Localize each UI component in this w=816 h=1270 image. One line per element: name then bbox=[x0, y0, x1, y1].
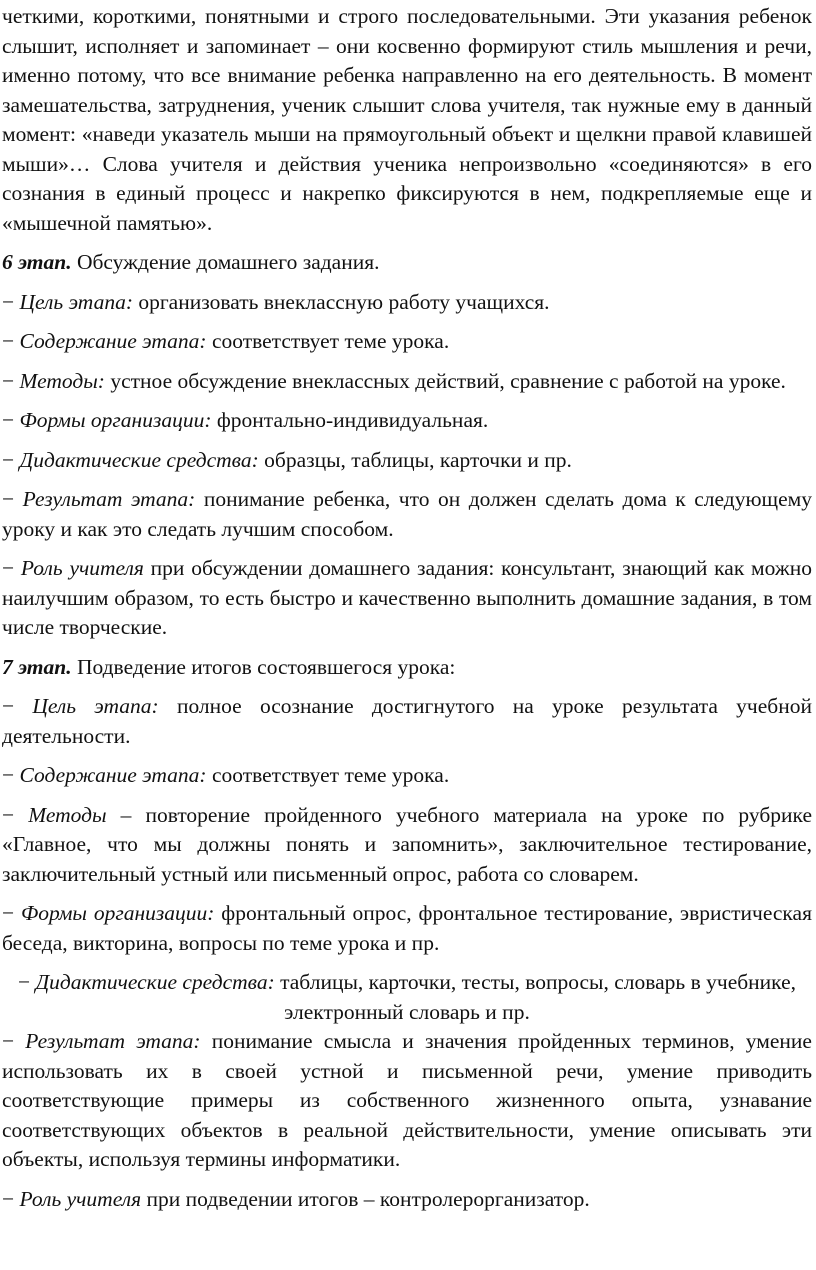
dash: − bbox=[2, 368, 20, 393]
stage7-heading-text: Подведение итогов состоявшегося урока: bbox=[71, 654, 456, 679]
stage6-teacher-role bbox=[2, 554, 812, 643]
dash: − bbox=[2, 556, 21, 580]
dash: − bbox=[2, 289, 20, 314]
stage7-didactic bbox=[2, 968, 812, 1027]
stage7-result bbox=[2, 1027, 812, 1175]
stage6-heading bbox=[2, 248, 812, 278]
item-label: Роль учителя bbox=[19, 1186, 142, 1211]
item-label: Дидактические средства: bbox=[19, 447, 259, 472]
item-text: понимание смысла и значения пройденных терминов, умение использовать их в своей устной и письменной речи, умение приводить соответствующие примеры из собственного жизненного опыта, узнавание соответствующих объектов в реальной действительности, умение описывать эти объекты, используя термины информатики. bbox=[2, 1029, 812, 1171]
dash: − bbox=[2, 694, 33, 718]
item-text: соответствует теме урока. bbox=[206, 329, 450, 353]
item-text: при обсуждении домашнего задания: консультант, знающий как можно наилучшим образом, то есть быстро и качественно выполнить домашние задания, в том числе творческие. bbox=[2, 556, 812, 639]
item-label: Формы организации: bbox=[20, 901, 215, 925]
stage6-methods bbox=[2, 367, 812, 397]
stage7-heading bbox=[2, 653, 812, 683]
stage7-goal bbox=[2, 692, 812, 751]
stage7-teacher-role bbox=[2, 1185, 812, 1215]
item-text: организовать внеклассную работу учащихся. bbox=[132, 289, 550, 314]
item-label: Формы организации: bbox=[19, 408, 212, 432]
item-label: Результат этапа: bbox=[22, 487, 196, 511]
item-text: фронтально-индивидуальная. bbox=[211, 408, 489, 432]
item-label: Результат этапа: bbox=[25, 1029, 201, 1053]
stage6-content bbox=[2, 327, 812, 357]
item-text: – повторение пройденного учебного материала на уроке по рубрике «Главное, что мы должны понять и запомнить», заключительное тестирование, заключительный устный или письменный опрос, работа со словарем. bbox=[2, 802, 812, 886]
dash: − bbox=[2, 1029, 26, 1053]
stage7-forms bbox=[2, 899, 812, 958]
stage6-heading-label: 6 этап. bbox=[2, 250, 72, 274]
item-text: полное осознание достигнутого на уроке результата учебной деятельности. bbox=[2, 694, 812, 748]
item-label: Цель этапа: bbox=[32, 694, 159, 718]
stage7-methods bbox=[2, 801, 812, 890]
stage6-goal bbox=[2, 288, 812, 318]
item-label: Содержание этапа: bbox=[19, 329, 207, 353]
dash: − bbox=[2, 408, 20, 432]
item-text: образцы, таблицы, карточки и пр. bbox=[258, 447, 572, 472]
item-label: Цель этапа: bbox=[19, 289, 133, 314]
item-text: соответствует теме урока. bbox=[206, 763, 450, 787]
stage7-heading-label: 7 этап. bbox=[2, 654, 72, 679]
dash: − bbox=[2, 901, 21, 925]
stage6-result bbox=[2, 485, 812, 544]
item-text: устное обсуждение внеклассных действий, сравнение с работой на уроке. bbox=[104, 368, 786, 393]
dash: − bbox=[2, 802, 29, 827]
item-label: Содержание этапа: bbox=[19, 763, 207, 787]
item-label: Роль учителя bbox=[20, 556, 144, 580]
dash: − bbox=[17, 970, 36, 994]
stage6-forms bbox=[2, 406, 812, 436]
stage7-content bbox=[2, 761, 812, 791]
dash: − bbox=[2, 447, 20, 472]
item-label: Дидактические средства: bbox=[35, 970, 275, 994]
stage6-heading-text: Обсуждение домашнего задания. bbox=[71, 250, 380, 274]
stage6-didactic bbox=[2, 446, 812, 476]
dash: − bbox=[2, 763, 20, 787]
item-text: таблицы, карточки, тесты, вопросы, словарь в учебнике, электронный словарь и пр. bbox=[274, 970, 797, 1024]
dash: − bbox=[2, 487, 23, 511]
dash: − bbox=[2, 1186, 20, 1211]
item-text: при подведении итогов – контролерорганизатор. bbox=[141, 1186, 590, 1211]
item-text: фронтальный опрос, фронтальное тестирование, эвристическая беседа, викторина, вопросы по теме урока и пр. bbox=[2, 901, 812, 955]
intro-paragraph: четкими, короткими, понятными и строго последовательными. Эти указания ребенок слышит, исполняет и запоминает – они косвенно формируют стиль мышления и речи, именно потому, что все внимание ребенка направленно на его деятельность. В момент замешательства, затруднения, ученик слышит слова учителя, так нужные ему в данный момент: «наведи указатель мыши на прямоугольный объект и щелкни правой клавишей мыши»… Слова учителя и действия ученика непроизвольно «соединяются» в его сознания в единый процесс и накрепко фиксируются в нем, подкрепляемые еще и «мышечной памятью». bbox=[2, 4, 812, 235]
dash: − bbox=[2, 329, 20, 353]
item-text: понимание ребенка, что он должен сделать дома к следующему уроку и как это следать лучшим способом. bbox=[2, 487, 812, 541]
item-label: Методы bbox=[28, 802, 107, 827]
item-label: Методы: bbox=[19, 368, 105, 393]
